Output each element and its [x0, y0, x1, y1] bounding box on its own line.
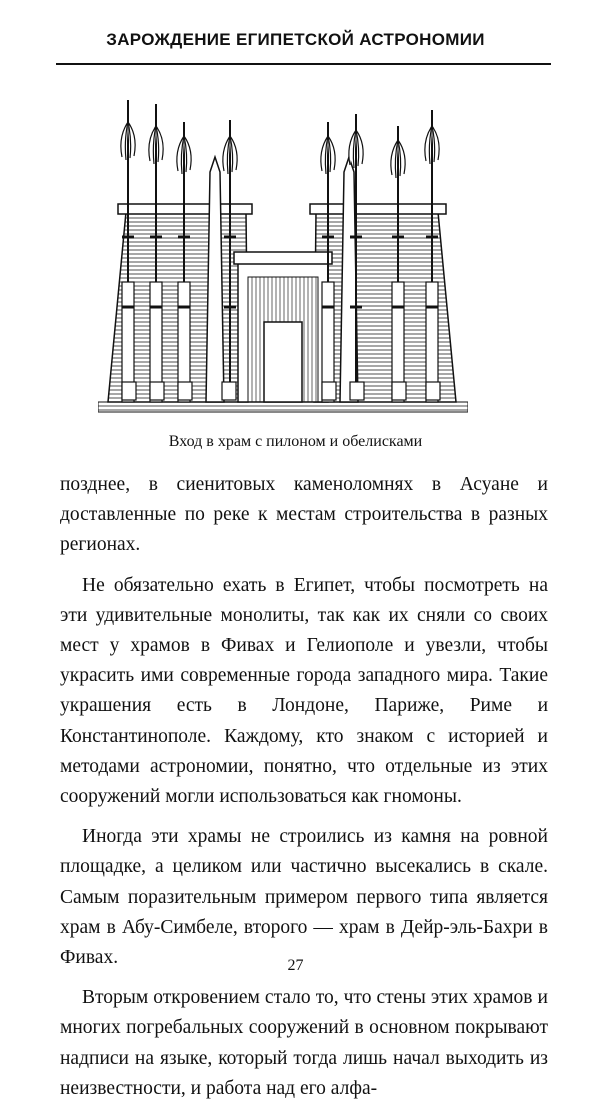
temple-illustration: [98, 92, 468, 422]
header-rule: [56, 63, 551, 65]
figure-caption: Вход в храм с пилоном и обелисками: [168, 433, 423, 450]
paragraph: Вторым откровением стало то, что стены этих храмов и многих погребальных сооружений в основном покрывают надписи на языке, который тогда лишь начал выходить из неизвестности, и работа над его алфа-: [60, 987, 548, 1099]
page-number: 27: [287, 957, 304, 974]
body-text: [60, 470, 548, 1104]
temple-pylon-drawing: [98, 92, 468, 422]
running-header: ЗАРОЖДЕНИЕ ЕГИПЕТСКОЙ АСТРОНОМИИ: [106, 30, 485, 49]
paragraph: Иногда эти храмы не строились из камня на ровной площадке, а целиком или частично высекались в скале. Самым поразительным примером первого типа является храм в Абу-Симбеле, второго — храм в Дейр-эль-Бахри в Фивах.: [60, 826, 548, 969]
paragraph: позднее, в сиенитовых каменоломнях в Асуане и доставленные по реке к местам строительства в разных регионах.: [60, 474, 548, 556]
paragraph: Не обязательно ехать в Египет, чтобы посмотреть на эти удивительные монолиты, так как их сняли со своих мест у храмов в Фивах и Гелиополе и увезли, чтобы украсить ими современные города западного мира. Такие украшения есть в Лондоне, Париже, Риме и Константинополе. Каждому, кто знаком с историей и методами астрономии, понятно, что отдельные из этих сооружений могли использоваться как гномоны.: [60, 574, 548, 808]
